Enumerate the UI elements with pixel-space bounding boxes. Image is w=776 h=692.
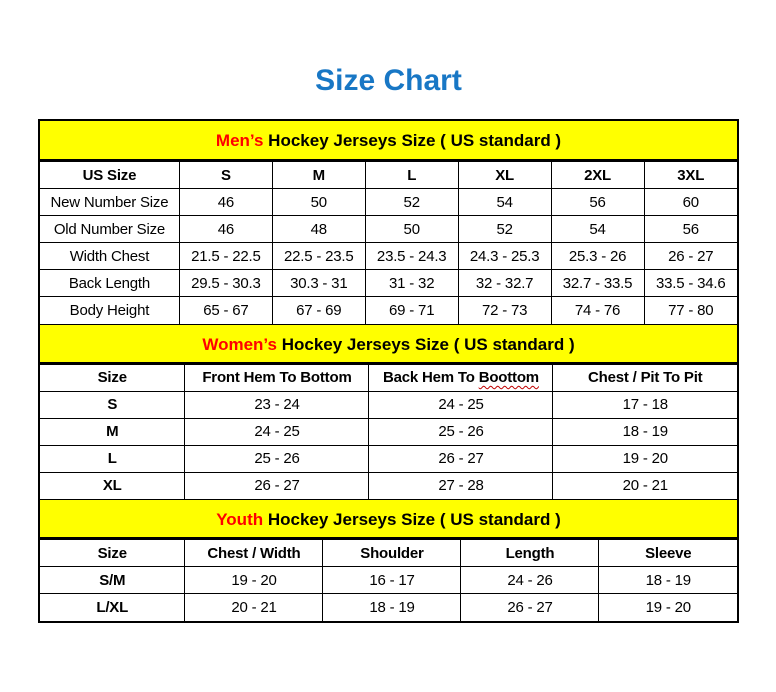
table-cell: 18 - 19 bbox=[599, 567, 737, 594]
table-row bbox=[40, 270, 737, 297]
column-header: XL bbox=[458, 162, 551, 189]
table-cell: 26 - 27 bbox=[461, 594, 599, 621]
womens-size-table bbox=[40, 364, 737, 500]
column-header: Shoulder bbox=[323, 540, 461, 567]
mens-size-section bbox=[40, 121, 737, 324]
header-row bbox=[40, 364, 737, 391]
column-header: M bbox=[272, 162, 365, 189]
table-cell: 67 - 69 bbox=[272, 297, 365, 324]
table-row bbox=[40, 297, 737, 324]
table-cell: 23.5 - 24.3 bbox=[365, 243, 458, 270]
misspelled-word: Boottom bbox=[478, 369, 539, 386]
table-cell: 50 bbox=[365, 216, 458, 243]
page-title: Size Chart bbox=[315, 64, 462, 97]
table-cell: 54 bbox=[458, 189, 551, 216]
banner-highlight: Women’s bbox=[202, 334, 277, 354]
header-row bbox=[40, 162, 737, 189]
column-header: Front Hem To Bottom bbox=[185, 364, 369, 391]
banner-text: Hockey Jerseys Size ( US standard ) bbox=[276, 334, 575, 354]
table-cell: 29.5 - 30.3 bbox=[179, 270, 272, 297]
row-label: S/M bbox=[40, 567, 185, 594]
table-cell: 20 - 21 bbox=[553, 472, 737, 499]
row-label: L/XL bbox=[40, 594, 185, 621]
youth-size-section bbox=[40, 499, 737, 621]
table-row bbox=[40, 391, 737, 418]
table-cell: 24 - 25 bbox=[185, 418, 369, 445]
table-cell: 22.5 - 23.5 bbox=[272, 243, 365, 270]
table-cell: 26 - 27 bbox=[369, 445, 553, 472]
mens-size-table bbox=[40, 161, 737, 324]
table-cell: 23 - 24 bbox=[185, 391, 369, 418]
mens-banner bbox=[40, 121, 737, 161]
table-cell: 24 - 26 bbox=[461, 567, 599, 594]
row-label: S bbox=[40, 391, 185, 418]
row-label: New Number Size bbox=[40, 189, 179, 216]
table-row bbox=[40, 189, 737, 216]
table-cell: 31 - 32 bbox=[365, 270, 458, 297]
row-label: XL bbox=[40, 472, 185, 499]
table-cell: 60 bbox=[644, 189, 737, 216]
table-cell: 46 bbox=[179, 216, 272, 243]
table-cell: 65 - 67 bbox=[179, 297, 272, 324]
youth-banner bbox=[40, 499, 737, 539]
column-header: 3XL bbox=[644, 162, 737, 189]
table-cell: 33.5 - 34.6 bbox=[644, 270, 737, 297]
table-cell: 56 bbox=[644, 216, 737, 243]
table-cell: 69 - 71 bbox=[365, 297, 458, 324]
table-row bbox=[40, 594, 737, 621]
table-cell: 77 - 80 bbox=[644, 297, 737, 324]
table-cell: 56 bbox=[551, 189, 644, 216]
table-cell: 19 - 20 bbox=[185, 567, 323, 594]
table-cell: 25 - 26 bbox=[369, 418, 553, 445]
column-header: Size bbox=[40, 364, 185, 391]
table-cell: 27 - 28 bbox=[369, 472, 553, 499]
table-cell: 52 bbox=[458, 216, 551, 243]
header-row bbox=[40, 540, 737, 567]
table-cell: 24 - 25 bbox=[369, 391, 553, 418]
column-header: Chest / Pit To Pit bbox=[553, 364, 737, 391]
table-cell: 19 - 20 bbox=[553, 445, 737, 472]
table-cell: 21.5 - 22.5 bbox=[179, 243, 272, 270]
table-cell: 32 - 32.7 bbox=[458, 270, 551, 297]
table-cell: 32.7 - 33.5 bbox=[551, 270, 644, 297]
table-cell: 18 - 19 bbox=[323, 594, 461, 621]
table-cell: 26 - 27 bbox=[185, 472, 369, 499]
banner-text: Hockey Jerseys Size ( US standard ) bbox=[263, 131, 562, 150]
table-row bbox=[40, 445, 737, 472]
row-label: Body Height bbox=[40, 297, 179, 324]
column-header: L bbox=[365, 162, 458, 189]
column-header: Chest / Width bbox=[185, 540, 323, 567]
table-row bbox=[40, 418, 737, 445]
womens-banner bbox=[40, 324, 737, 364]
row-label: Width Chest bbox=[40, 243, 179, 270]
table-cell: 18 - 19 bbox=[553, 418, 737, 445]
table-cell: 25.3 - 26 bbox=[551, 243, 644, 270]
table-cell: 72 - 73 bbox=[458, 297, 551, 324]
table-cell: 74 - 76 bbox=[551, 297, 644, 324]
column-header: 2XL bbox=[551, 162, 644, 189]
size-chart bbox=[38, 119, 739, 623]
column-header: Sleeve bbox=[599, 540, 737, 567]
column-header: US Size bbox=[40, 162, 179, 189]
youth-size-table bbox=[40, 539, 737, 621]
column-header bbox=[369, 364, 553, 391]
table-cell: 24.3 - 25.3 bbox=[458, 243, 551, 270]
table-cell: 19 - 20 bbox=[599, 594, 737, 621]
table-row bbox=[40, 567, 737, 594]
table-cell: 54 bbox=[551, 216, 644, 243]
table-row bbox=[40, 216, 737, 243]
table-cell: 25 - 26 bbox=[185, 445, 369, 472]
row-label: L bbox=[40, 445, 185, 472]
table-cell: 17 - 18 bbox=[553, 391, 737, 418]
table-cell: 20 - 21 bbox=[185, 594, 323, 621]
table-cell: 30.3 - 31 bbox=[272, 270, 365, 297]
banner-highlight: Youth bbox=[216, 510, 264, 529]
banner-highlight: Men’s bbox=[215, 131, 264, 150]
row-label: M bbox=[40, 418, 185, 445]
womens-size-section bbox=[40, 324, 737, 500]
table-cell: 16 - 17 bbox=[323, 567, 461, 594]
table-row bbox=[40, 243, 737, 270]
table-row bbox=[40, 472, 737, 499]
banner-text: Hockey Jerseys Size ( US standard ) bbox=[263, 510, 561, 529]
table-cell: 52 bbox=[365, 189, 458, 216]
table-cell: 46 bbox=[179, 189, 272, 216]
column-header: S bbox=[179, 162, 272, 189]
column-header: Length bbox=[461, 540, 599, 567]
table-cell: 26 - 27 bbox=[644, 243, 737, 270]
row-label: Back Length bbox=[40, 270, 179, 297]
table-cell: 50 bbox=[272, 189, 365, 216]
header-text: Back Hem To bbox=[383, 369, 479, 386]
table-cell: 48 bbox=[272, 216, 365, 243]
column-header: Size bbox=[40, 540, 185, 567]
row-label: Old Number Size bbox=[40, 216, 179, 243]
